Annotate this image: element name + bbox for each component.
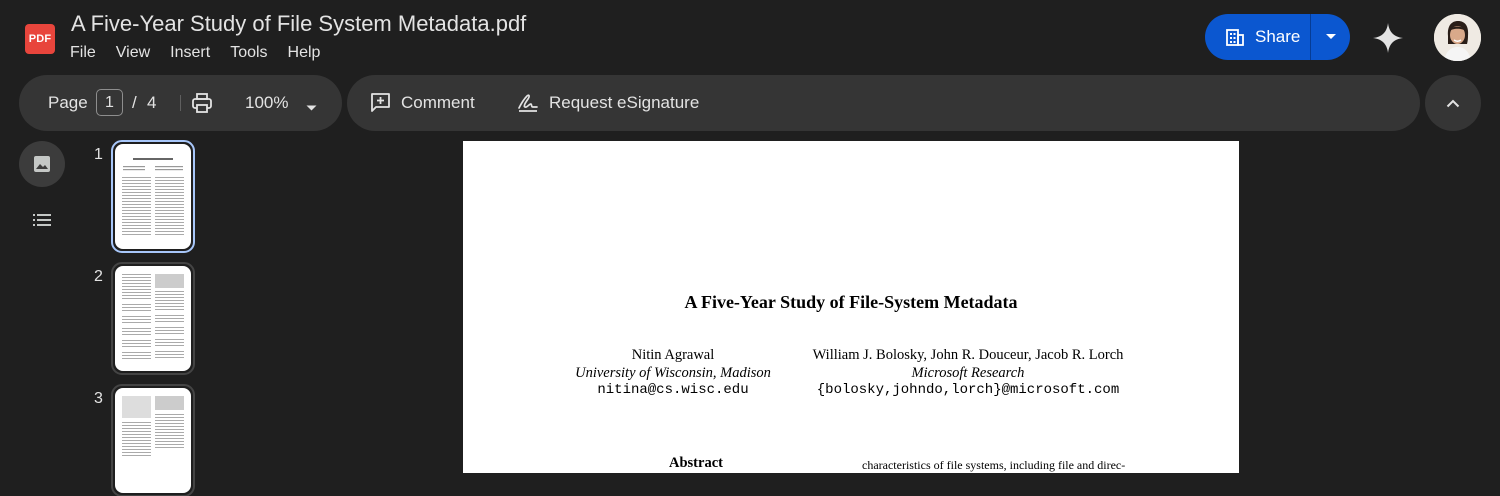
thumbnail-page-1[interactable] xyxy=(112,141,194,252)
author-email: {bolosky,johndo,lorch}@microsoft.com xyxy=(816,382,1120,398)
chevron-up-icon xyxy=(1446,99,1460,108)
thumbnail-number: 3 xyxy=(94,390,103,407)
thumbnail-image xyxy=(115,266,191,371)
pdf-page-1 xyxy=(463,141,1239,473)
author-email: nitina@cs.wisc.edu xyxy=(597,382,749,398)
share-button[interactable] xyxy=(1205,14,1310,60)
page-label: Page xyxy=(48,93,88,112)
document-title[interactable]: A Five-Year Study of File System Metadata.pdf xyxy=(71,11,527,36)
collapse-toolbar-button[interactable] xyxy=(1425,75,1481,131)
paper-title: A Five-Year Study of File-System Metadata xyxy=(684,292,1018,312)
author-affiliation: University of Wisconsin, Madison xyxy=(575,364,771,381)
print-icon xyxy=(191,92,213,114)
body-text-line: characteristics of file systems, including file and direc- xyxy=(862,458,1126,472)
author-block-1 xyxy=(553,347,793,400)
menu-file[interactable]: File xyxy=(70,44,96,61)
author-block-2 xyxy=(798,347,1138,400)
esignature-label: Request eSignature xyxy=(549,92,700,112)
user-avatar[interactable] xyxy=(1434,14,1481,61)
menu-help[interactable]: Help xyxy=(287,44,321,61)
thumbnail-page-3[interactable] xyxy=(112,385,194,496)
caret-down-icon xyxy=(306,105,317,112)
thumbnail-number: 2 xyxy=(94,268,103,285)
building-icon xyxy=(1225,27,1245,47)
author-names: William J. Bolosky, John R. Douceur, Jacob R. Lorch xyxy=(812,347,1124,363)
thumbnail-image xyxy=(115,144,191,249)
gemini-sparkle-icon[interactable] xyxy=(1372,22,1404,54)
page-separator: / xyxy=(132,93,137,112)
menu-view[interactable]: View xyxy=(115,44,151,61)
toolbar-divider xyxy=(180,95,181,111)
author-affiliation: Microsoft Research xyxy=(911,364,1025,381)
caret-down-icon xyxy=(1325,33,1337,41)
zoom-level[interactable]: 100% xyxy=(245,93,289,112)
add-comment-icon xyxy=(370,92,391,113)
comment-label: Comment xyxy=(401,92,475,112)
comment-button[interactable] xyxy=(370,92,475,113)
page-number-input[interactable]: 1 xyxy=(96,89,123,116)
zoom-dropdown[interactable] xyxy=(306,99,317,117)
thumbnails-view-button[interactable] xyxy=(19,141,65,187)
menu-tools[interactable]: Tools xyxy=(230,44,268,61)
share-label: Share xyxy=(1255,27,1301,46)
author-name: Nitin Agrawal xyxy=(631,347,715,363)
image-icon xyxy=(33,155,51,173)
page-total: 4 xyxy=(147,93,157,112)
share-divider xyxy=(1310,14,1311,60)
signature-icon xyxy=(517,92,539,113)
request-esignature-button[interactable] xyxy=(517,92,699,113)
actions-bar xyxy=(347,75,1420,131)
share-options-button[interactable] xyxy=(1311,14,1350,60)
pdf-file-icon: PDF xyxy=(25,24,55,54)
menu-bar xyxy=(70,44,340,62)
outline-view-button[interactable] xyxy=(19,197,65,243)
list-icon xyxy=(33,213,51,227)
abstract-heading: Abstract xyxy=(669,455,723,471)
thumbnail-image xyxy=(115,388,191,493)
thumbnail-page-2[interactable] xyxy=(112,263,194,374)
print-button[interactable] xyxy=(191,92,213,119)
menu-insert[interactable]: Insert xyxy=(170,44,211,61)
thumbnail-number: 1 xyxy=(94,146,103,163)
